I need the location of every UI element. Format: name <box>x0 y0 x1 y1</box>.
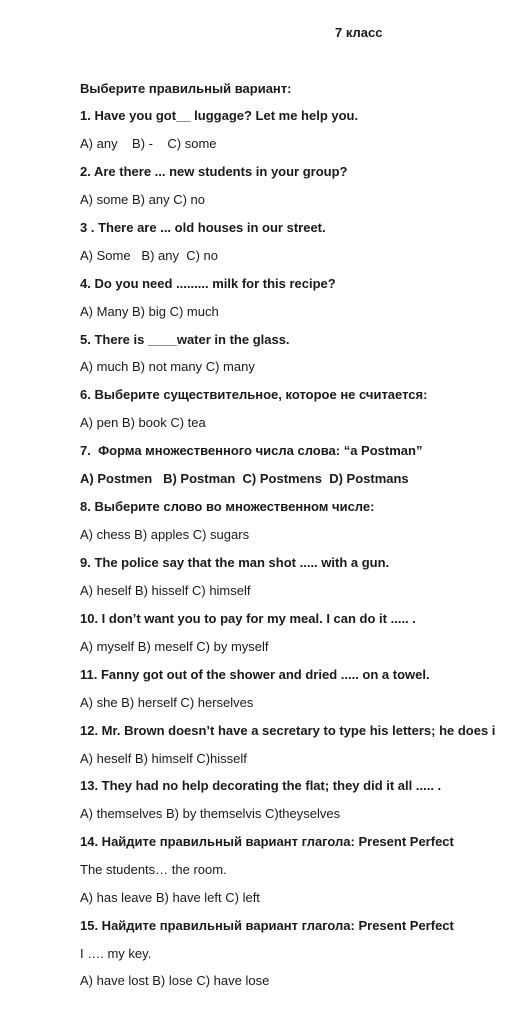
question-text: 13. They had no help decorating the flat; they did it all ..... . <box>80 778 442 793</box>
answer-options: A) have lost B) lose C) have lose <box>80 973 270 988</box>
question-text: 4. Do you need ......... milk for this recipe? <box>80 276 336 291</box>
instruction-heading: Выберите правильный вариант: <box>80 81 292 96</box>
answer-options: A) Some B) any C) no <box>80 248 218 263</box>
answer-options: A) myself B) meself C) by myself <box>80 639 269 654</box>
answer-options: A) she B) herself C) herselves <box>80 695 254 710</box>
answer-options: A) heself B) himself C)hisself <box>80 751 247 766</box>
question-text: 12. Mr. Brown doesn’t have a secretary to type his letters; he does i <box>80 723 496 738</box>
question-text: 6. Выберите существительное, которое не считается: <box>80 387 428 402</box>
question-text: 9. The police say that the man shot ..... with a gun. <box>80 555 390 570</box>
prompt-text: The students… the room. <box>80 862 227 877</box>
answer-options: A) Many B) big C) much <box>80 304 219 319</box>
question-text: 1. Have you got__ luggage? Let me help you. <box>80 108 359 123</box>
answer-options: A) themselves B) by themselvis C)theyselves <box>80 806 341 821</box>
question-text: 15. Найдите правильный вариант глагола: Present Perfect <box>80 918 454 933</box>
answer-options: A) heself B) hisself C) himself <box>80 583 251 598</box>
question-text: 10. I don’t want you to pay for my meal. I can do it ..... . <box>80 611 416 626</box>
prompt-text: I …. my key. <box>80 946 152 961</box>
question-text: 2. Are there ... new students in your group? <box>80 164 348 179</box>
answer-options: A) has leave B) have left C) left <box>80 890 260 905</box>
answer-options: A) some B) any C) no <box>80 192 205 207</box>
question-text: 14. Найдите правильный вариант глагола: Present Perfect <box>80 834 454 849</box>
question-text: 5. There is ____water in the glass. <box>80 332 290 347</box>
answer-options: A) Postmen B) Postman C) Postmens D) Postmans <box>80 471 409 486</box>
question-text: 8. Выберите слово во множественном числе: <box>80 499 375 514</box>
answer-options: A) chess B) apples C) sugars <box>80 527 250 542</box>
grade-label: 7 класс <box>335 25 383 40</box>
question-text: 11. Fanny got out of the shower and dried ..... on a towel. <box>80 667 430 682</box>
answer-options: A) any B) - C) some <box>80 136 217 151</box>
answer-options: A) much B) not many C) many <box>80 359 255 374</box>
answer-options: A) pen B) book C) tea <box>80 415 206 430</box>
question-text: 3 . There are ... old houses in our street. <box>80 220 326 235</box>
question-text: 7. Форма множественного числа слова: “a Postman” <box>80 443 423 458</box>
